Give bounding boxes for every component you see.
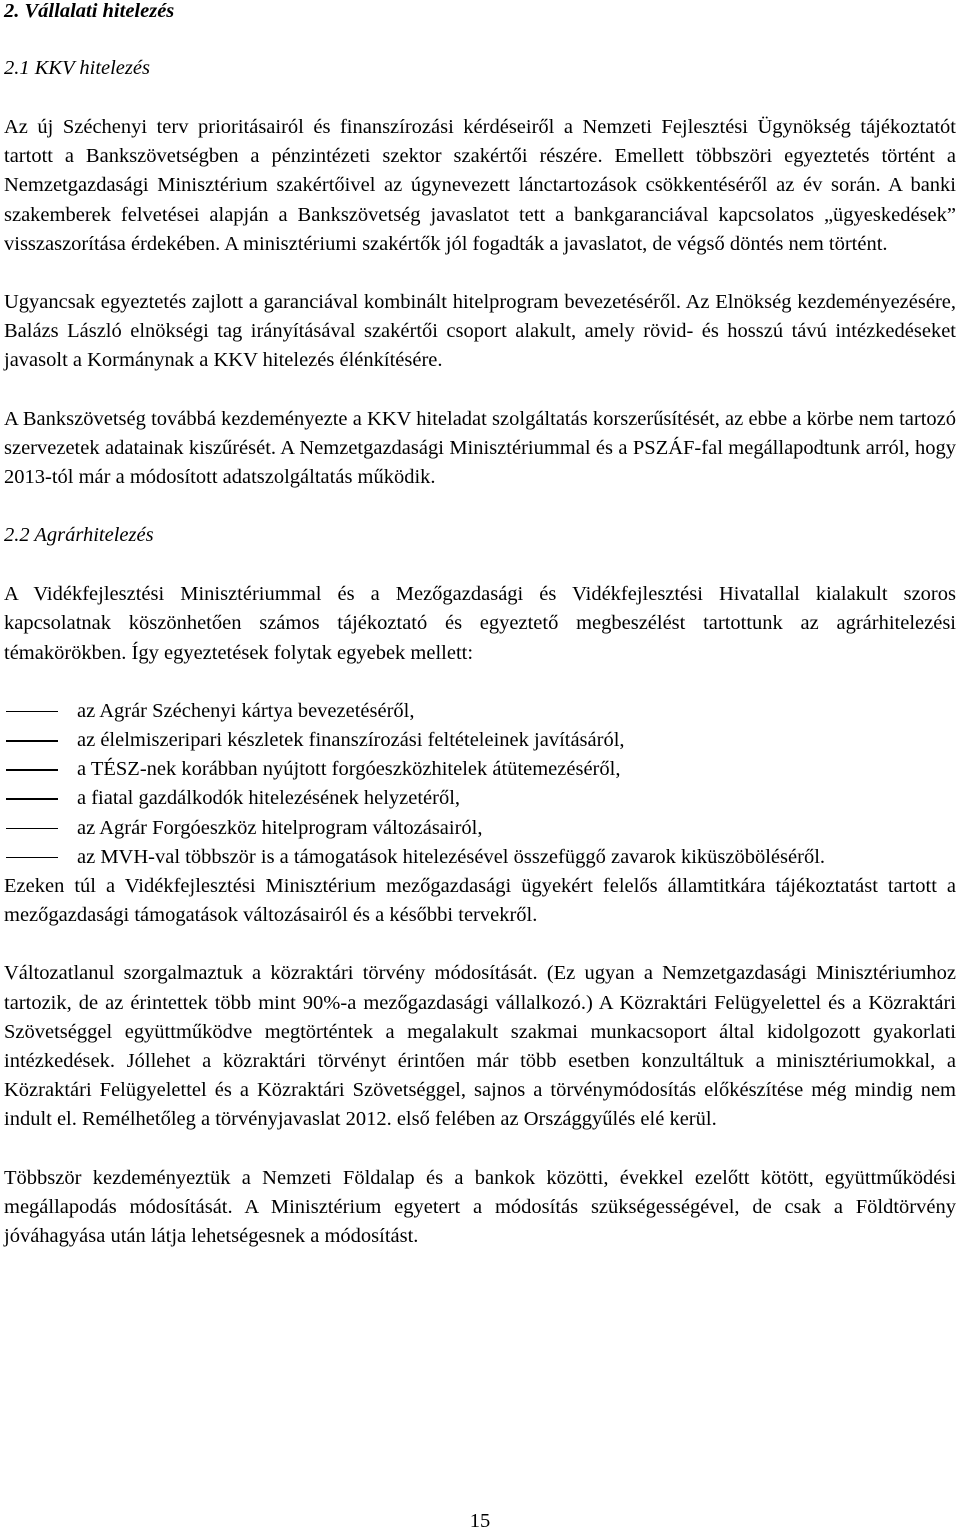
dash-bullet-icon [6,711,58,713]
list-item [4,697,956,726]
paragraph: Ugyancsak egyeztetés zajlott a garanciával kombinált hitelprogram bevezetéséről. Az Elnökség kezdeményezésére, Balázs László elnökségi tag irányításával szakértői csoport alakult, amely rövid- és hosszú távú intézkedéseket javasolt a Kormánynak a KKV hitelezés élénkítésére. [4,291,956,372]
page-number: 15 [469,1510,491,1532]
paragraph: A Vidékfejlesztési Minisztériummal és a Mezőgazdasági és Vidékfejlesztési Hivatallal kialakult szoros kapcsolatnak köszönhetően számos tájékoztató és egyeztető megbeszélést tartottunk az agrárhitelezési témakörökben. Így egyeztetések folytak egyebek mellett: [4,583,956,664]
list-item-text: a TÉSZ-nek korábban nyújtott forgóeszközhitelek átütemezéséről, [77,758,621,781]
paragraph: Ezeken túl a Vidékfejlesztési Minisztérium mezőgazdasági ügyekért felelős államtitkára tájékoztatást tartott a mezőgazdasági támogatások változásairól és a későbbi tervekről. [4,875,956,927]
dash-bullet-icon [6,769,58,771]
subsection-heading-kkv: 2.1 KKV hitelezés [4,57,150,79]
dash-bullet-icon [6,740,58,742]
list-item [4,726,956,755]
dash-bullet-icon [6,828,58,830]
paragraph: A Bankszövetség továbbá kezdeményezte a KKV hiteladat szolgáltatás korszerűsítését, az ebbe a körbe nem tartozó szervezetek adatainak kiszűrését. A Nemzetgazdasági Minisztériummal és a PSZÁF-fal megállapodtunk arról, hogy 2013-tól már a módosított adatszolgáltatás működik. [4,407,956,489]
dash-bullet-icon [6,857,58,859]
list-item [4,843,956,872]
subsection-heading-agrar: 2.2 Agrárhitelezés [4,524,154,547]
paragraph: Az új Széchenyi terv prioritásairól és finanszírozási kérdéseiről a Nemzeti Fejlesztési Ügynökség tájékoztatót tartott a Bankszövetségben a pénzintézeti szektor szakértői részére. Emellett többszöri egyeztetés történt a Nemzetgazdasági Minisztérium szakértőivel az úgynevezett lánctartozások csökkentéséről az év során. A banki szakemberek felvetései alapján a Bankszövetség javaslatot tett a bankgaranciával kapcsolatos „ügyeskedések” visszaszorítása érdekében. A minisztériumi szakértők jól fogadták a javaslatot, de végső döntés nem történt. [4,116,956,255]
list-item [4,784,956,813]
list-item [4,755,956,784]
list-item-text: az Agrár Forgóeszköz hitelprogram változásairól, [77,816,483,839]
list-item-text: az élelmiszeripari készletek finanszírozási feltételeinek javításáról, [77,729,625,752]
section-heading: 2. Vállalati hitelezés [4,0,175,22]
document-page [4,0,956,1251]
list-item-text: a fiatal gazdálkodók hitelezésének helyzetéről, [77,787,461,810]
list-item [4,814,956,843]
list-item-text: az MVH-val többször is a támogatások hitelezésével összefüggő zavarok kiküszöböléséről. [77,845,826,868]
bullet-list [4,697,956,872]
paragraph: Változatlanul szorgalmaztuk a közraktári törvény módosítását. (Ez ugyan a Nemzetgazdasági Minisztériumhoz tartozik, de az érintettek több mint 90%-a mezőgazdasági vállalkozó.) A Közraktári Felügyelettel és a Közraktári Szövetséggel együttműködve megtörténtek a megalakult szakmai munkacsoport által kidolgozott gyakorlati intézkedések. Jóllehet a közraktári törvényt érintően már több esetben konzultáltuk a minisztériumokkal, a Közraktári Felügyelettel és a Közraktári Szövetséggel, sajnos a törvénymódosítás előkészítése még mindig nem indult el. Remélhetőleg a törvényjavaslat 2012. első felében az Országgyűlés elé kerül. [4,962,956,1131]
list-item-text: az Agrár Széchenyi kártya bevezetéséről, [77,699,415,722]
paragraph: Többször kezdeményeztük a Nemzeti Földalap és a bankok közötti, évekkel ezelőtt kötött, együttműködési megállapodás módosítását. A Minisztérium egyetert a módosítás szükségességével, de csak a Földtörvény jóváhagyása után látja lehetségesnek a módosítást. [4,1166,956,1248]
dash-bullet-icon [6,798,58,800]
